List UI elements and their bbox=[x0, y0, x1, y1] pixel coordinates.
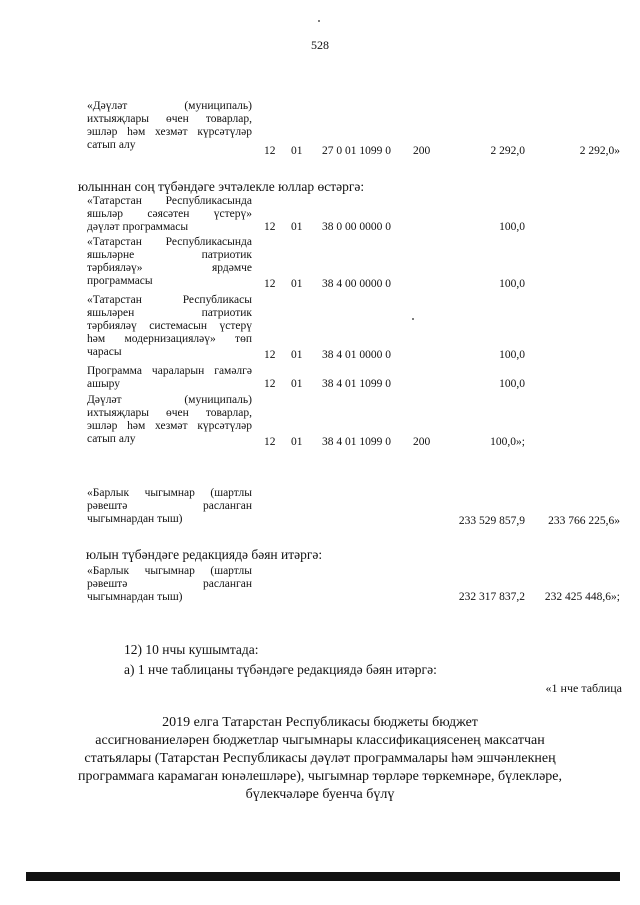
section-code: 12 bbox=[264, 278, 276, 290]
instruction-text: юлыннан соң түбәндәге эчтәлекле юллар өстәргә: bbox=[78, 179, 365, 194]
expense-type-code: 200 bbox=[413, 436, 431, 448]
amount-2019: 100,0 bbox=[499, 278, 525, 290]
section-code: 12 bbox=[264, 378, 276, 390]
scan-speck bbox=[412, 318, 414, 320]
scan-speck bbox=[318, 20, 320, 22]
target-article-code: 27 0 01 1099 0 bbox=[322, 145, 391, 157]
row-description: «Барлык чыгымнар (шартлы рәвештә расланган чыгымнардан тыш) bbox=[87, 565, 252, 603]
expense-type-code: 200 bbox=[413, 145, 431, 157]
amount-2020: 2 292,0» bbox=[579, 145, 620, 157]
amount-2019: 100,0»; bbox=[490, 436, 525, 448]
amount-2019: 100,0 bbox=[499, 221, 525, 233]
row-description: «Татарстан Республикасы яшьләрен патриотик тәрбияләү системасын үстерү һәм модернизацияләү» төп чарасы bbox=[87, 294, 252, 358]
amount-2020: 232 425 448,6»; bbox=[544, 591, 620, 603]
table-heading: 2019 елга Татарстан Республикасы бюджеты бюджет ассигнованиеләрен бюджетлар чыгымнары классификациясенең максатчан статьялары (Татарстан Республикасы дәүләт программалары һәм эшчәнлекнең программага карамаган юнәлешләре), чыгымнар төрләре төркемнәре, бүлекләре, бүлекчәләре буенча бүлү bbox=[77, 715, 563, 802]
page-number: 528 bbox=[311, 38, 329, 52]
amount-2019: 100,0 bbox=[499, 349, 525, 361]
item-a-text: а) 1 нче таблицаны түбәндәге редакциядә бәян итәргә: bbox=[124, 662, 437, 677]
row-description: Программа чараларын гамәлгә ашыру bbox=[87, 365, 252, 390]
instruction-text: юлын түбәндәге редакциядә бәян итәргә: bbox=[86, 547, 323, 562]
row-description: «Татарстан Республикасында яшьләр сәясәтен үстерү» дәүләт программасы bbox=[87, 195, 252, 233]
subsection-code: 01 bbox=[291, 378, 303, 390]
amount-2019: 2 292,0 bbox=[490, 145, 525, 157]
item-12-text: 12) 10 нчы кушымтада: bbox=[124, 642, 259, 657]
target-article-code: 38 4 01 1099 0 bbox=[322, 436, 391, 448]
subsection-code: 01 bbox=[291, 221, 303, 233]
row-description: Дәүләт (муниципаль) ихтыяҗлары өчен товарлар, эшләр һәм хезмәт күрсәтүләр сатып алу bbox=[87, 394, 252, 445]
scan-border bbox=[26, 872, 620, 881]
table-caption: «1 нче таблица bbox=[545, 681, 622, 695]
section-code: 12 bbox=[264, 349, 276, 361]
target-article-code: 38 4 01 0000 0 bbox=[322, 349, 391, 361]
row-description: «Татарстан Республикасында яшьләрне патриотик тәрбияләү» ярдәмче программасы bbox=[87, 236, 252, 287]
subsection-code: 01 bbox=[291, 145, 303, 157]
row-description: «Дәүләт (муниципаль) ихтыяҗлары өчен товарлар, эшләр һәм хезмәт күрсәтүләр сатып алу bbox=[87, 100, 252, 151]
row-description: «Барлык чыгымнар (шартлы рәвештә расланган чыгымнардан тыш) bbox=[87, 487, 252, 525]
section-code: 12 bbox=[264, 436, 276, 448]
amount-2019: 232 317 837,2 bbox=[458, 591, 525, 603]
target-article-code: 38 0 00 0000 0 bbox=[322, 221, 391, 233]
target-article-code: 38 4 01 1099 0 bbox=[322, 378, 391, 390]
subsection-code: 01 bbox=[291, 349, 303, 361]
section-code: 12 bbox=[264, 145, 276, 157]
subsection-code: 01 bbox=[291, 278, 303, 290]
amount-2020: 233 766 225,6» bbox=[548, 515, 620, 527]
section-code: 12 bbox=[264, 221, 276, 233]
subsection-code: 01 bbox=[291, 436, 303, 448]
target-article-code: 38 4 00 0000 0 bbox=[322, 278, 391, 290]
amount-2019: 100,0 bbox=[499, 378, 525, 390]
amount-2019: 233 529 857,9 bbox=[458, 515, 525, 527]
